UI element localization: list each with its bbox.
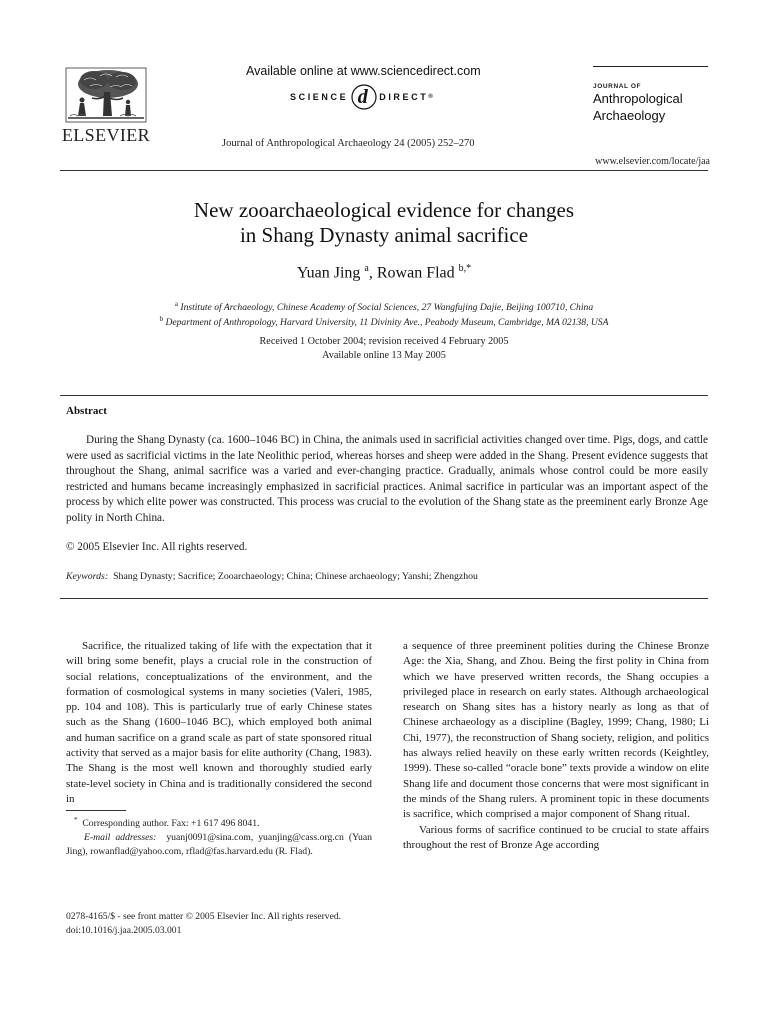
abstract-copyright: © 2005 Elsevier Inc. All rights reserved.	[66, 541, 248, 553]
header-divider	[60, 170, 708, 171]
abstract-heading: Abstract	[66, 405, 107, 417]
keywords-label: Keywords:	[66, 571, 109, 582]
affiliation-mark: a	[174, 300, 178, 308]
affiliation-mark: b	[159, 315, 164, 323]
affiliation-mark: b,*	[458, 263, 472, 274]
elsevier-tree-icon	[60, 66, 152, 124]
title-line2: in Shang Dynasty animal sacrifice	[239, 223, 529, 247]
corresponding-text: Corresponding author. Fax: +1 617 496 8041.	[82, 818, 260, 830]
email-addresses	[66, 831, 372, 859]
journal-name-line1: Anthropological	[593, 91, 683, 106]
svg-text:d: d	[357, 86, 371, 108]
affiliation-mark: a	[364, 263, 369, 274]
author-list	[60, 263, 708, 282]
elsevier-logo	[60, 66, 152, 146]
sciencedirect-d-icon	[351, 84, 377, 110]
keywords-text: Shang Dynasty; Sacrifice; Zooarchaeology; China; Chinese archaeology; Yanshi; Zhengzhou	[113, 571, 478, 582]
article-title	[60, 198, 708, 248]
abstract-body	[66, 433, 708, 526]
email-text[interactable]: yuanj0091@sina.com, yuanjing@cass.org.cn (Yuan Jing), rowanflad@yahoo.com, rflad@fas.harvard.edu (R. Flad).	[66, 832, 372, 858]
available-online-link[interactable]: Available online at www.sciencedirect.com	[246, 64, 481, 78]
body-column-left	[66, 639, 372, 807]
article-dates	[60, 335, 708, 363]
footnote	[66, 813, 372, 859]
abstract-bottom-divider	[60, 598, 708, 599]
affiliation-b	[60, 315, 708, 328]
author-name[interactable]: Yuan Jing	[296, 264, 361, 282]
corresponding-author-note	[66, 813, 372, 831]
email-label: E-mail addresses:	[84, 832, 157, 844]
title-line1: New zooarchaeological evidence for changes	[193, 198, 575, 222]
footnote-divider	[66, 810, 126, 811]
publisher-name: ELSEVIER	[61, 125, 151, 145]
affiliation-text: Institute of Archaeology, Chinese Academy of Social Sciences, 27 Wangfujing Dajie, Beijing 100710, China	[180, 302, 594, 314]
affiliation-text: Department of Anthropology, Harvard University, 11 Divinity Ave., Peabody Museum, Cambridge, MA 02138, USA	[165, 317, 609, 329]
registered-mark: ®	[428, 94, 433, 100]
sd-right-text: DIRECT	[379, 92, 429, 102]
abstract-top-divider	[60, 395, 708, 396]
received-date: Received 1 October 2004; revision received 4 February 2005	[259, 336, 509, 347]
sd-left-text: SCIENCE	[290, 92, 349, 102]
body-column-right	[403, 639, 709, 853]
abstract-paragraph: During the Shang Dynasty (ca. 1600–1046 BC) in China, the animals used in sacrificial activities changed over time. Pigs, dogs, and cattle were used as sacrificial victims in the late Neolithic period, whereas horses and sheep were added in the Shang. Present evidence suggests that throughout the Shang, animal sacrifice was a varied and ever-changing practice. Gradually, animals whose control could be more easily restricted and humans became increasingly emphasized in sacrificial practices. Animal sacrifice in particular was an important aspect of the process by which elite power was constructed. This process was crucial to the evolution of the Shang state as the preeminent early Bronze Age polity in North China.	[66, 434, 708, 524]
doi-link[interactable]: doi:10.1016/j.jaa.2005.03.001	[66, 925, 182, 936]
footnote-mark: *	[74, 816, 78, 824]
journal-name-line2: Archaeology	[593, 108, 666, 123]
front-matter	[66, 910, 341, 938]
online-date: Available online 13 May 2005	[322, 350, 446, 361]
journal-of-label: JOURNAL OF	[593, 83, 642, 90]
author-separator: ,	[368, 264, 377, 282]
author-name[interactable]: Rowan Flad	[376, 264, 455, 282]
keywords	[66, 571, 478, 582]
body-paragraph: Various forms of sacrifice continued to be crucial to state affairs throughout the rest of Bronze Age according	[403, 823, 709, 851]
issn-line: 0278-4165/$ - see front matter © 2005 Elsevier Inc. All rights reserved.	[66, 911, 342, 922]
affiliation-a	[60, 300, 708, 313]
journal-masthead	[593, 66, 708, 124]
body-paragraph: Sacrifice, the ritualized taking of life with the expectation that it will bring some benefit, plays a crucial role in the construction of social relations, conceptualizations of the environment, and the formation of cosmological systems in many societies (Valeri, 1985, pp. 104 and 108). This is particularly true of early Chinese states such as the Shang (1600–1046 BC), which employed both animal and human sacrifice on a grand scale as part of state sponsored ritual activity that served as a major basis for elite authority (Chang, 1983). The Shang is the most well known and thoroughly studied early state-level society in China and is traditionally considered the second in	[66, 640, 372, 805]
journal-citation: Journal of Anthropological Archaeology 24 (2005) 252–270	[222, 138, 475, 149]
body-paragraph: a sequence of three preeminent polities during the Chinese Bronze Age: the Xia, Shang, and Zhou. Being the first polity in China from which we have preserved written records, the Shang occupies a privileged place in research on early states. Although archaeological research on Shang sites has a history nearly as long as that of Chinese archaeology as a discipline (Bagley, 1999; Chang, 1980; Li Chi, 1977), the reconstruction of Shang society, religion, and politics has always relied heavily on these early written records (Keightley, 1999). These so-called “oracle bone” texts provide a window on elite Shang life and document those concerns that were most significant in the minds of the Shang rulers. A prominent topic in these documents is sacrifice, which comprised a major component of Shang ritual.	[403, 640, 709, 821]
journal-url-link[interactable]: www.elsevier.com/locate/jaa	[595, 156, 710, 167]
sciencedirect-logo[interactable]	[290, 84, 433, 110]
